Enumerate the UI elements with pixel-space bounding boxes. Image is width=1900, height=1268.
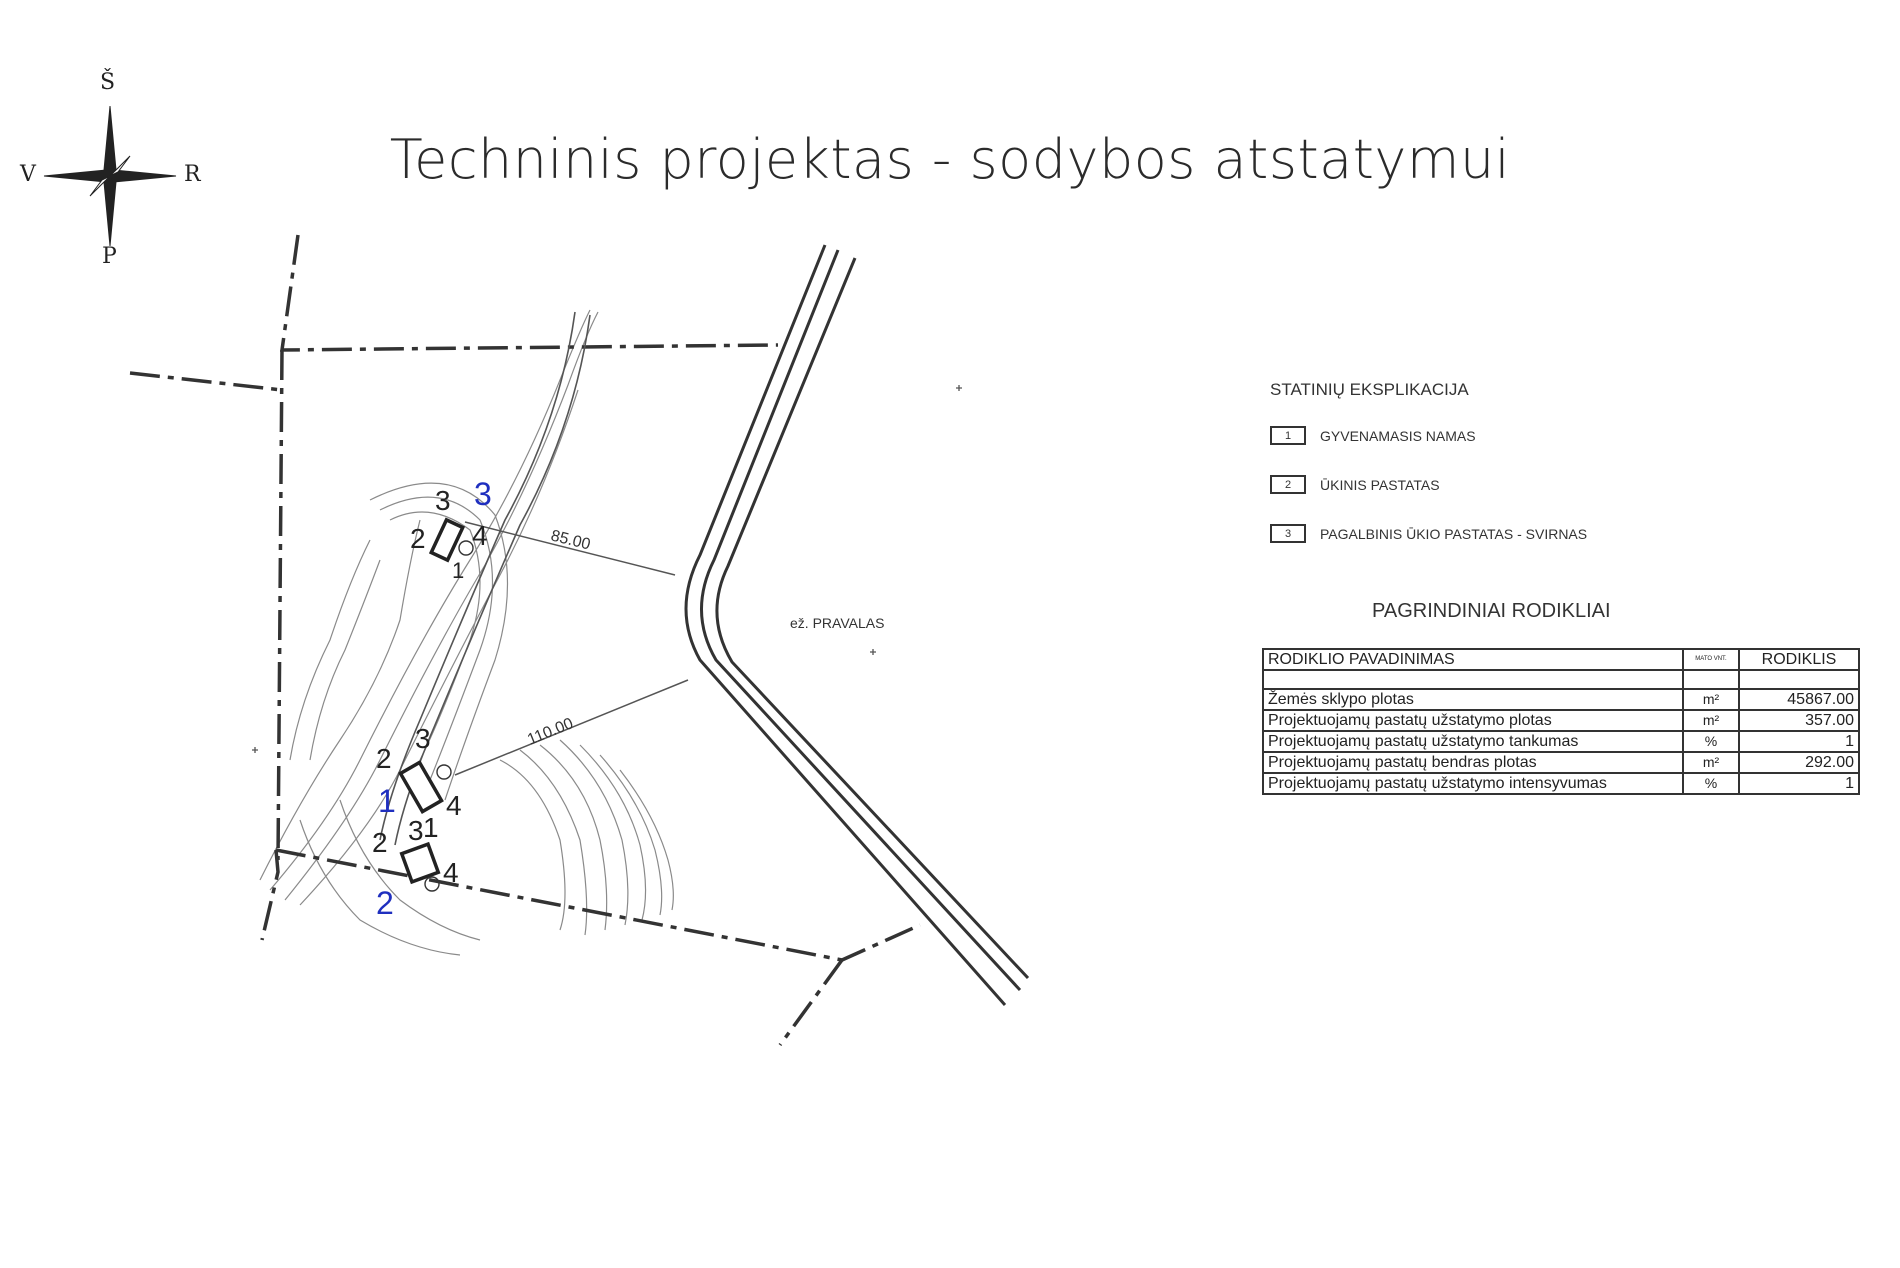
legend-item [1270, 524, 1870, 543]
legend-number-box: 1 [1270, 426, 1306, 445]
legend-title: STATINIŲ EKSPLIKACIJA [1270, 380, 1469, 399]
indicator-name: Projektuojamų pastatų užstatymo plotas [1263, 710, 1683, 731]
column-header-name: RODIKLIO PAVADINIMAS [1263, 649, 1683, 670]
indicator-unit: m² [1683, 752, 1739, 773]
table-row [1263, 689, 1859, 710]
legend-item-label: GYVENAMASIS NAMAS [1320, 427, 1476, 444]
corner-label: 2 [410, 523, 426, 554]
indicator-value: 1 [1739, 731, 1859, 752]
legend-item [1270, 475, 1870, 494]
indicator-name: Projektuojamų pastatų bendras plotas [1263, 752, 1683, 773]
indicator-value: 45867.00 [1739, 689, 1859, 710]
indicator-name: Žemės sklypo plotas [1263, 689, 1683, 710]
table-row [1263, 731, 1859, 752]
indicator-unit: m² [1683, 689, 1739, 710]
indicator-name: Projektuojamų pastatų užstatymo intensyvumas [1263, 773, 1683, 794]
compass-south-label: P [102, 244, 117, 269]
building-number-2: 2 [376, 885, 394, 921]
indicator-value: 292.00 [1739, 752, 1859, 773]
corner-label: 3 [408, 815, 424, 846]
distance-label: 85.00 [549, 527, 593, 554]
survey-marks [252, 385, 962, 753]
corner-label: 4 [472, 520, 488, 551]
legend-number-box: 2 [1270, 475, 1306, 494]
compass-west-label: V [20, 162, 36, 187]
corner-label: 2 [372, 827, 388, 858]
legend-item-label: PAGALBINIS ŪKIO PASTATAS - SVIRNAS [1320, 525, 1588, 542]
indicator-unit: % [1683, 773, 1739, 794]
lane [380, 312, 593, 845]
lake-label: ež. PRAVALAS [790, 615, 885, 631]
page-title: Techninis projektas - sodybos atstatymui [389, 128, 1511, 191]
compass-north-label: Š [100, 70, 116, 95]
corner-label: 4 [443, 857, 459, 888]
indicator-unit: % [1683, 731, 1739, 752]
indicators-title: PAGRINDINIAI RODIKLIAI [1372, 600, 1611, 622]
building-legend [1270, 380, 1870, 573]
table-header-row [1263, 649, 1859, 670]
indicator-unit: m² [1683, 710, 1739, 731]
building-number-3: 3 [474, 476, 492, 512]
distance-label: 110.00 [525, 715, 576, 749]
contour-lines [260, 310, 673, 955]
building-3 [431, 520, 463, 560]
column-header-value: RODIKLIS [1739, 649, 1859, 670]
table-spacer-row [1263, 670, 1859, 689]
corner-label: 3 [435, 485, 451, 516]
indicators-table [1262, 648, 1860, 795]
column-header-unit: MATO VNT. [1683, 649, 1739, 670]
dimension-lines [455, 522, 688, 775]
legend-number-box: 3 [1270, 524, 1306, 543]
corner-label: 4 [446, 790, 462, 821]
indicator-name: Projektuojamų pastatų užstatymo tankumas [1263, 731, 1683, 752]
building-number-1: 1 [378, 783, 396, 819]
site-plan-map [0, 0, 1060, 1060]
corner-label: 1 [423, 812, 439, 843]
corner-label: 2 [376, 743, 392, 774]
table-row [1263, 773, 1859, 794]
table-row [1263, 710, 1859, 731]
legend-item-label: ŪKINIS PASTATAS [1320, 476, 1440, 493]
corner-label: 1 [452, 558, 465, 583]
compass-east-label: R [184, 162, 201, 187]
indicator-value: 1 [1739, 773, 1859, 794]
indicator-value: 357.00 [1739, 710, 1859, 731]
legend-item [1270, 426, 1870, 445]
building-1 [400, 762, 441, 811]
table-row [1263, 752, 1859, 773]
corner-label: 3 [415, 723, 431, 754]
node-labels [372, 485, 488, 888]
parcel-boundary [130, 235, 920, 1045]
